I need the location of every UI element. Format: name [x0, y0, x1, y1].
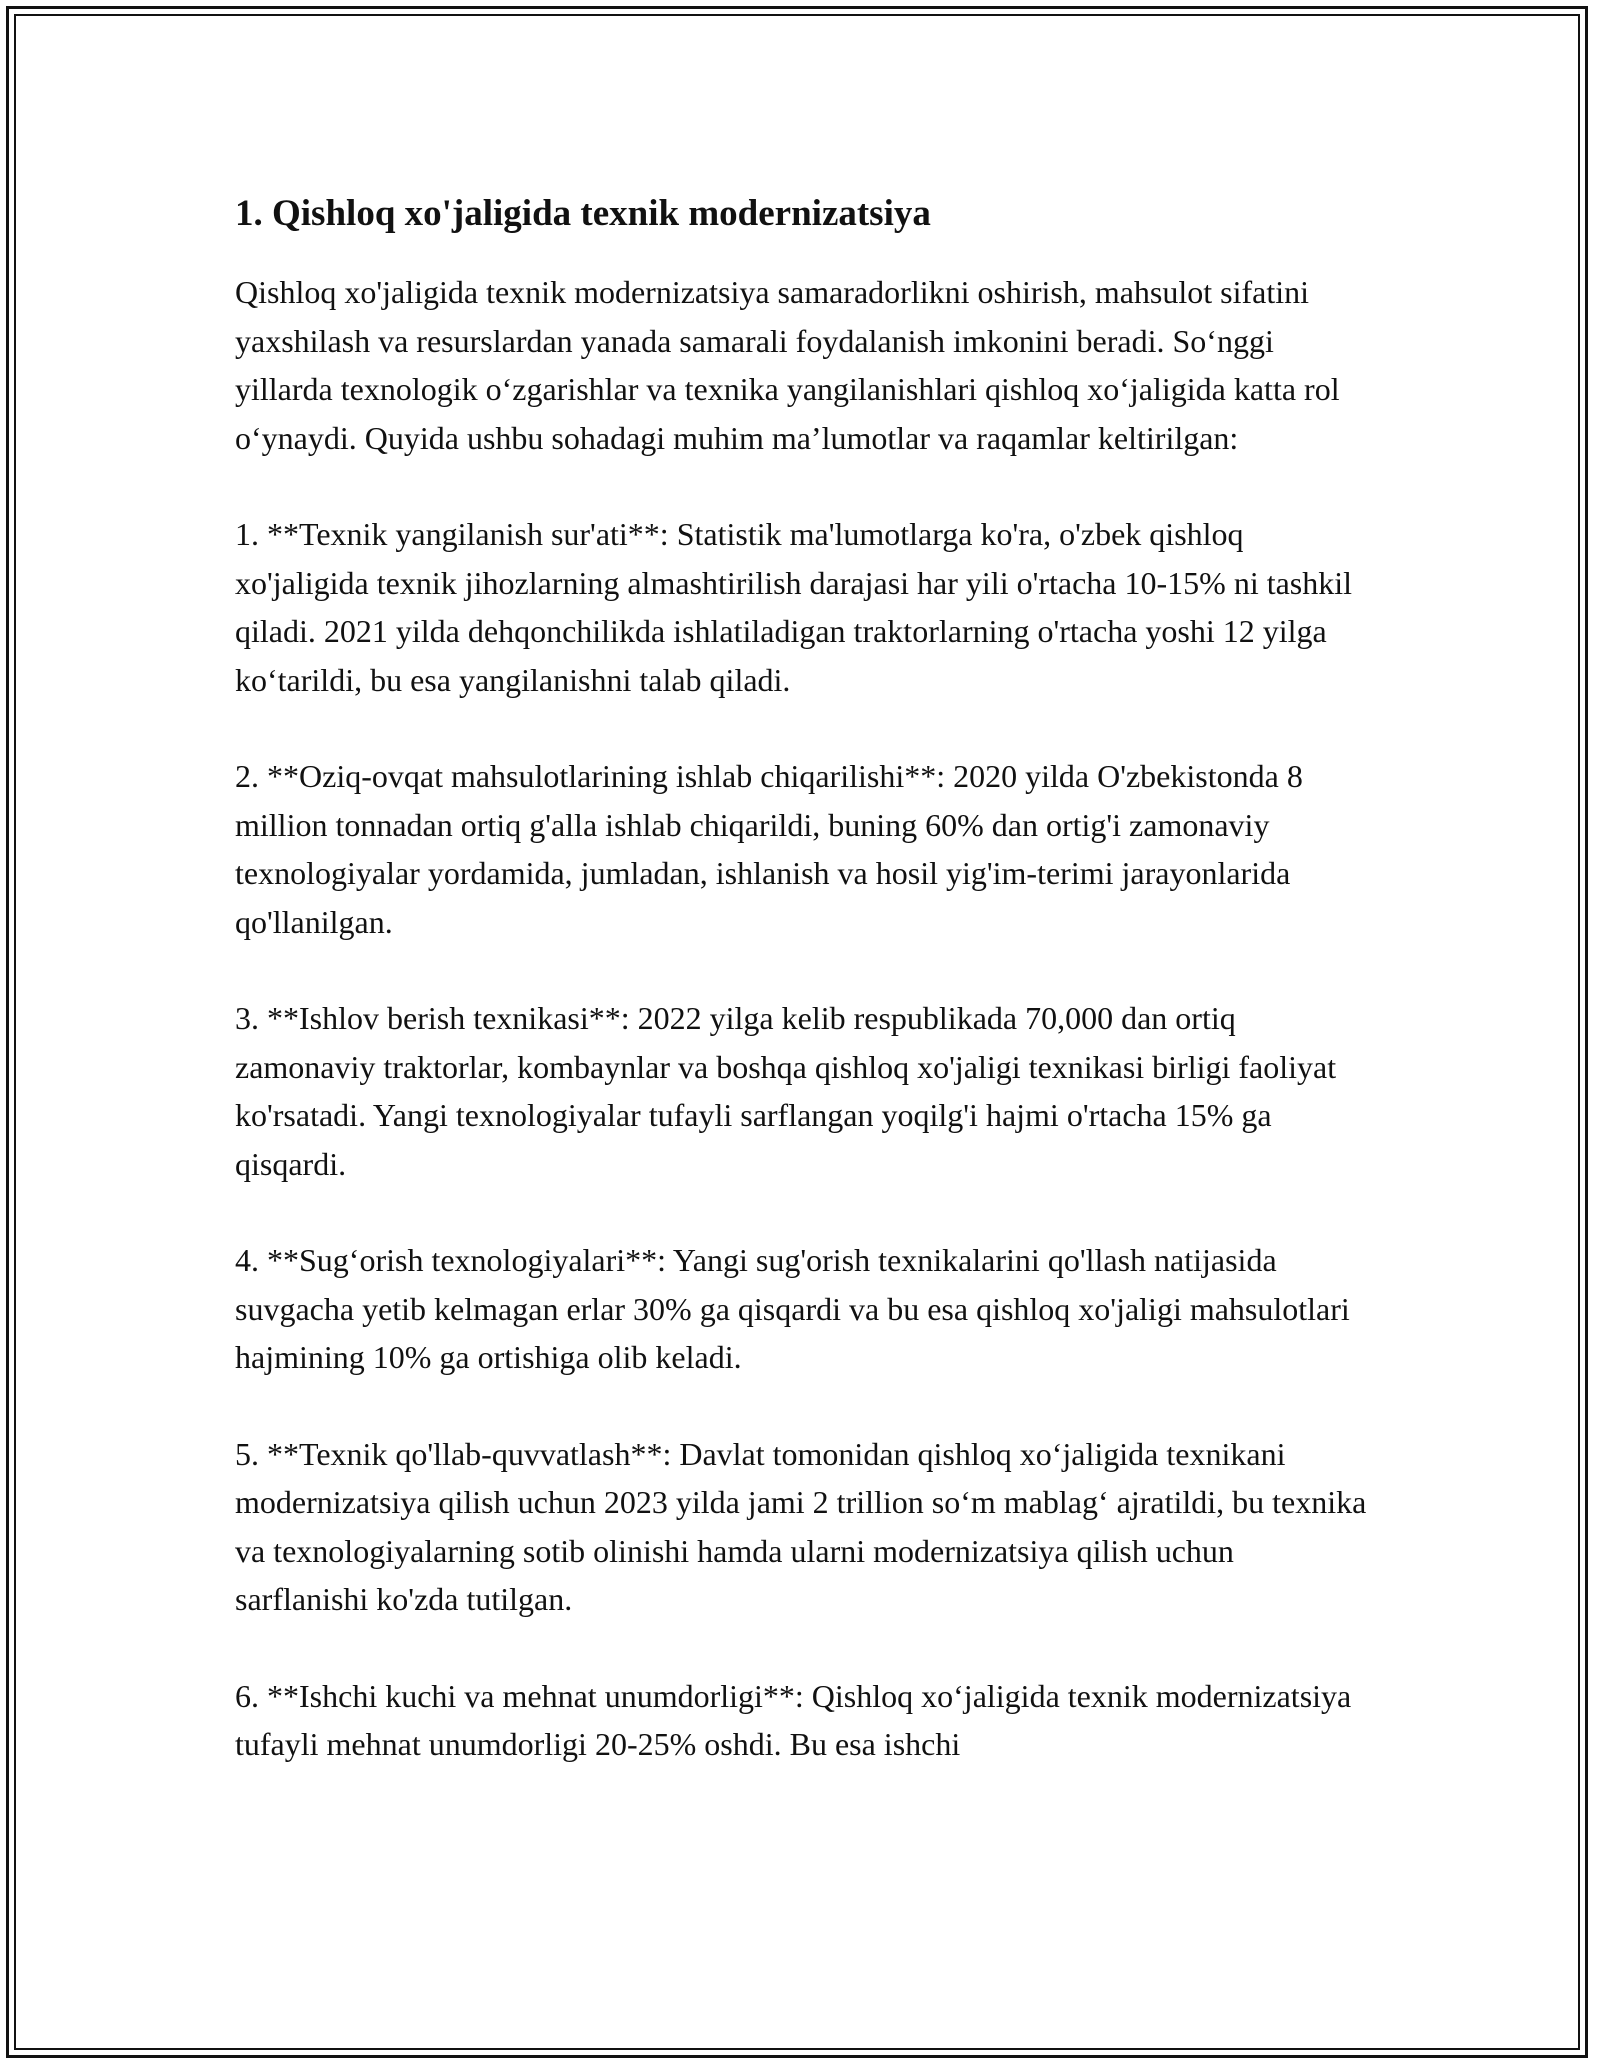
list-item-6: 6. **Ishchi kuchi va mehnat unumdorligi**: Qishloq xo‘jaligida texnik modernizatsiya tufayli mehnat unumdorligi 20-25% oshdi. Bu esa ishchi [235, 1677, 1352, 1762]
intro-paragraph: Qishloq xo'jaligida texnik modernizatsiya samaradorlikni oshirish, mahsulot sifatini yaxshilash va resurslardan yanada samarali foydalanish imkonini beradi. So‘nggi yillarda texnologik o‘zgarishlar va texnika yangilanishlari qishloq xo‘jaligida katta rol o‘ynaydi. Quyida ushbu sohadagi muhim ma’lumotlar va raqamlar keltirilgan: [235, 274, 1340, 456]
list-item-4: 4. **Sug‘orish texnologiyalari**: Yangi sug'orish texnikalarini qo'llash natijasida suvgacha yetib kelmagan erlar 30% ga qisqardi va bu esa qishloq xo'jaligi mahsulotlari hajmining 10% ga ortishiga olib keladi. [235, 1242, 1350, 1375]
document-body [235, 186, 1375, 1817]
list-item-1: 1. **Texnik yangilanish sur'ati**: Statistik ma'lumotlarga ko'ra, o'zbek qishloq xo'jaligida texnik jihozlarning almashtirilish darajasi har yili o'rtacha 10-15% ni tashkil qiladi. 2021 yilda dehqonchilikda ishlatiladigan traktorlarning o'rtacha yoshi 12 yilga ko‘tarildi, bu esa yangilanishni talab qiladi. [235, 516, 1353, 698]
document-title: 1. Qishloq xo'jaligida texnik modernizatsiya [235, 193, 931, 234]
list-item-2: 2. **Oziq-ovqat mahsulotlarining ishlab chiqarilishi**: 2020 yilda O'zbekistonda 8 million tonnadan ortiq g'alla ishlab chiqarildi, buning 60% dan ortig'i zamonaviy texnologiyalar yordamida, jumladan, ishlanish va hosil yig'im-terimi jarayonlarida qo'llanilgan. [235, 758, 1303, 940]
list-item-3: 3. **Ishlov berish texnikasi**: 2022 yilga kelib respublikada 70,000 dan ortiq zamonaviy traktorlar, kombaynlar va boshqa qishloq xo'jaligi texnikasi birligi faoliyat ko'rsatadi. Yangi texnologiyalar tufayli sarflangan yoqilg'i hajmi o'rtacha 15% ga qisqardi. [235, 1000, 1337, 1182]
list-item-5: 5. **Texnik qo'llab-quvvatlash**: Davlat tomonidan qishloq xo‘jaligida texnikani modernizatsiya qilish uchun 2023 yilda jami 2 trillion so‘m mablag‘ ajratildi, bu texnika va texnologiyalarning sotib olinishi hamda ularni modernizatsiya qilish uchun sarflanishi ko'zda tutilgan. [235, 1435, 1367, 1617]
